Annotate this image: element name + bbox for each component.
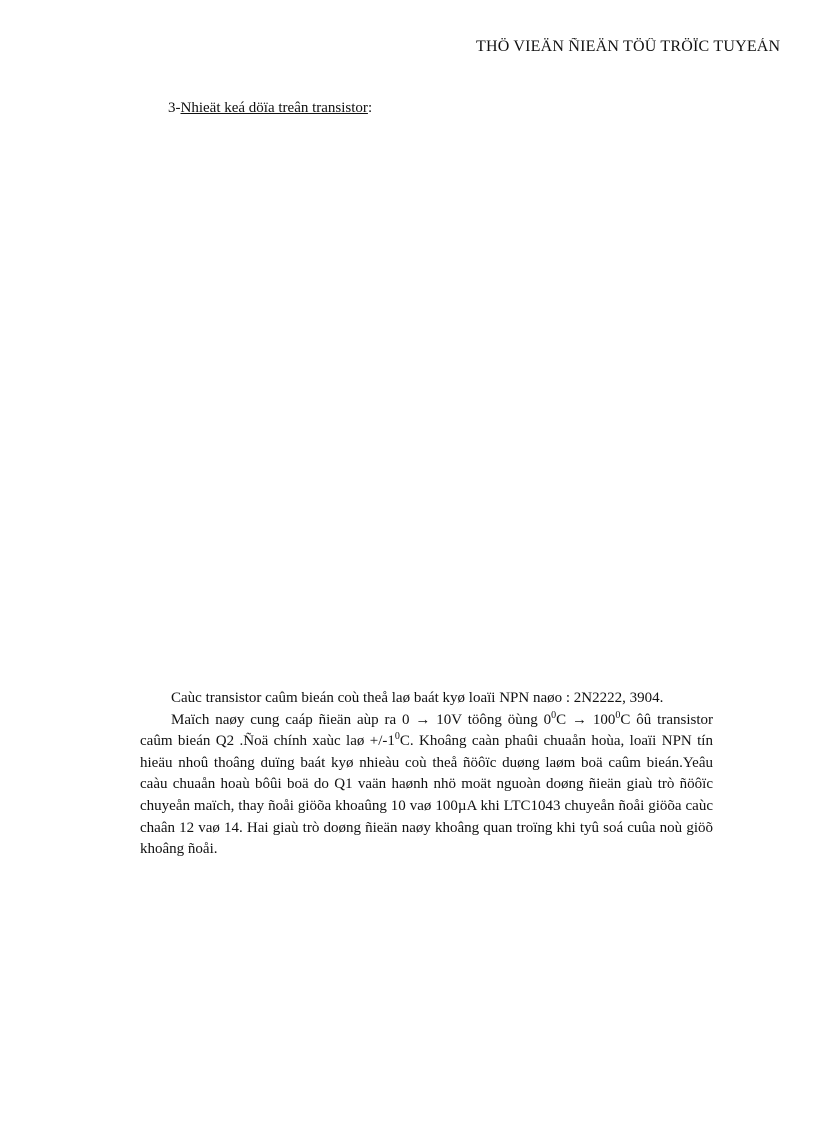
section-heading bbox=[168, 100, 372, 117]
text-segment: Caùc transistor caûm bieán coù theå laø baát kyø loaïi NPN naøo : 2N2222, 3904. bbox=[171, 690, 664, 706]
superscript: 0 bbox=[551, 709, 557, 721]
superscript: 0 bbox=[394, 731, 400, 743]
text-segment: C → 100 bbox=[556, 711, 616, 728]
section-colon: : bbox=[367, 100, 373, 116]
body-text bbox=[140, 688, 713, 861]
text-segment: C ôû transistor caûm bieán Q2 .Ñoä chính xaùc laø +/-1 bbox=[140, 711, 713, 750]
paragraph bbox=[140, 688, 713, 710]
text-segment: C. Khoâng caàn phaûi chuaån hoùa, loaïi NPN tín hieäu nhoû thoâng duïng baát kyø nhieàu coù theå ñöôïc duøng laøm boä caûm bieán.Yeâu caàu chuaån hoaù bôûi boä do Q1 vaän haønh nhö moät nguoàn doøng ñieän giaù trò ñöôïc chuyeån maïch, thay ñoåi giöõa khoaûng 10 vaø 100µA khi LTC1043 chuyeån ñoåi giöõa caùc chaân 12 vaø 14. Hai giaù trò doøng ñieän naøy khoâng quan troïng khi tyû soá cuûa noù giöõ khoâng ñoåi. bbox=[140, 733, 713, 858]
superscript: 0 bbox=[615, 709, 621, 721]
text-segment: Maïch naøy cung caáp ñieän aùp ra 0 → 10V töông öùng 0 bbox=[171, 711, 552, 728]
figure-area bbox=[140, 130, 700, 670]
section-number: 3- bbox=[168, 100, 181, 116]
paragraph bbox=[140, 710, 713, 861]
header-title: THÖ VIEÄN ÑIEÄN TÖÛ TRÖÏC TUYEÁN bbox=[476, 38, 781, 55]
section-title: Nhieät keá döïa treân transistor bbox=[180, 100, 368, 116]
page-header bbox=[476, 38, 816, 62]
